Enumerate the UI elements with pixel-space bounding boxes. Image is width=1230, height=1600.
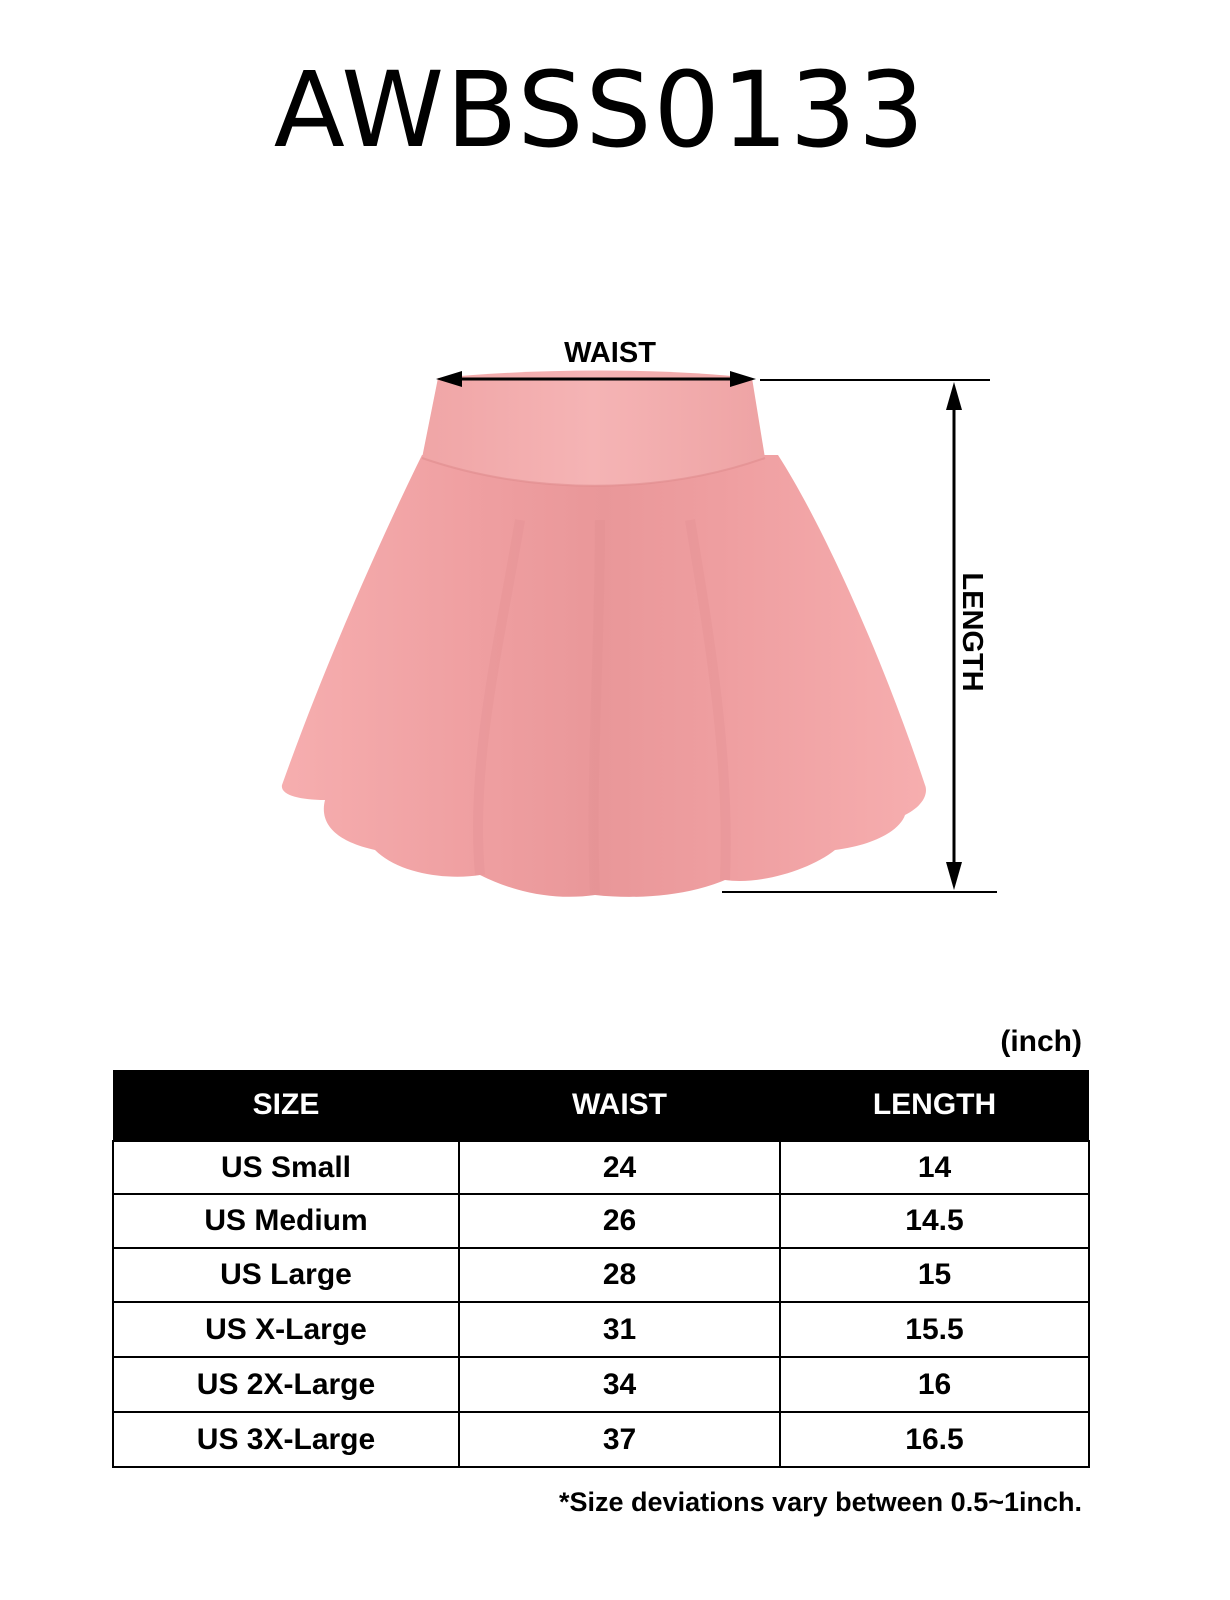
unit-note: (inch) bbox=[1000, 1025, 1082, 1058]
table-row bbox=[113, 1194, 1089, 1248]
table-row bbox=[113, 1412, 1089, 1467]
cell-size: US Medium bbox=[113, 1194, 459, 1248]
cell-waist: 31 bbox=[459, 1302, 780, 1357]
cell-waist: 26 bbox=[459, 1194, 780, 1248]
cell-length: 14.5 bbox=[780, 1194, 1089, 1248]
table-row bbox=[113, 1248, 1089, 1302]
cell-length: 16.5 bbox=[780, 1412, 1089, 1467]
table-row bbox=[113, 1357, 1089, 1412]
size-deviation-footnote: *Size deviations vary between 0.5~1inch. bbox=[559, 1487, 1082, 1517]
cell-waist: 28 bbox=[459, 1248, 780, 1302]
table-row bbox=[113, 1141, 1089, 1194]
table-header-row bbox=[113, 1070, 1089, 1141]
cell-size: US 3X-Large bbox=[113, 1412, 459, 1467]
cell-size: US 2X-Large bbox=[113, 1357, 459, 1412]
size-chart-table bbox=[112, 1070, 1090, 1468]
skirt-waistband bbox=[422, 371, 765, 486]
header-length: LENGTH bbox=[780, 1070, 1089, 1141]
cell-size: US Small bbox=[113, 1141, 459, 1194]
header-waist: WAIST bbox=[459, 1070, 780, 1141]
header-size: SIZE bbox=[113, 1070, 459, 1141]
length-label: LENGTH bbox=[956, 572, 988, 692]
cell-length: 15 bbox=[780, 1248, 1089, 1302]
cell-length: 16 bbox=[780, 1357, 1089, 1412]
cell-size: US Large bbox=[113, 1248, 459, 1302]
table-row bbox=[113, 1302, 1089, 1357]
cell-waist: 37 bbox=[459, 1412, 780, 1467]
cell-size: US X-Large bbox=[113, 1302, 459, 1357]
cell-waist: 24 bbox=[459, 1141, 780, 1194]
cell-length: 14 bbox=[780, 1141, 1089, 1194]
product-code-title: AWBSS0133 bbox=[273, 49, 927, 171]
cell-waist: 34 bbox=[459, 1357, 780, 1412]
waist-label: WAIST bbox=[564, 337, 656, 369]
cell-length: 15.5 bbox=[780, 1302, 1089, 1357]
